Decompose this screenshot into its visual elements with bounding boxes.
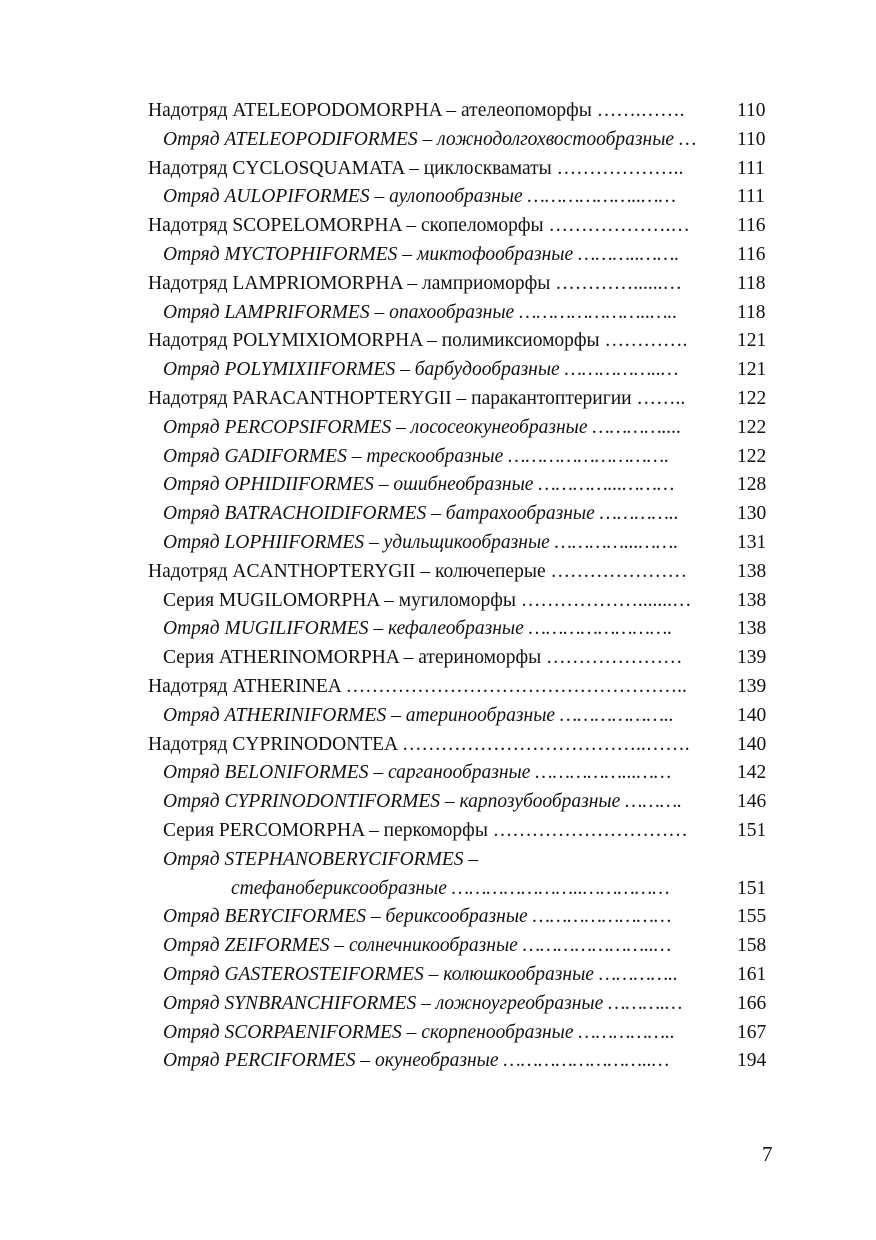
- toc-entry-title: Отряд LOPHIIFORMES – удильщикообразные …………...…….: [163, 531, 679, 553]
- toc-entry-page: 138: [737, 560, 767, 582]
- toc-entry-title: стефанобериксообразные …………………..……………: [231, 877, 670, 899]
- toc-entry-page: 118: [737, 272, 766, 294]
- toc-entry-title: Надотряд ATHERINEA ……………………………………………..: [148, 675, 687, 697]
- toc-entry-title: Отряд POLYMIXIIFORMES – барбудообразные ……………..…: [163, 359, 679, 381]
- toc-entry-page: 151: [737, 819, 767, 841]
- toc-entry: [0, 903, 876, 932]
- toc-entry-page: 142: [737, 762, 767, 784]
- toc-entry-title: Отряд CYPRINODONTIFORMES – карпозубообразные ……….: [163, 791, 683, 813]
- toc-entry-page: 167: [737, 1021, 767, 1043]
- toc-entry-title: Отряд BATRACHOIDIFORMES – батрахообразные …………..: [163, 503, 679, 525]
- toc-entry: [0, 385, 876, 414]
- toc-entry-page: 140: [737, 733, 767, 755]
- toc-entry-title: Надотряд LAMPRIOMORPHA – ламприоморфы …………......…: [148, 272, 682, 294]
- toc-entry-page: 158: [737, 935, 767, 957]
- toc-entry-title: Надотряд POLYMIXIOMORPHA – полимиксиоморфы ………….: [148, 330, 688, 352]
- toc-entry: [0, 759, 876, 788]
- toc-entry-title: Отряд MYCTOPHIFORMES – миктофообразные ………..…….: [163, 243, 680, 265]
- toc-entry-title: Серия MUGILOMORPHA – мугиломорфы ……………….......…: [163, 589, 692, 611]
- toc-entry-page: 131: [737, 531, 767, 553]
- toc-entry: [0, 126, 876, 155]
- toc-entry-page: 122: [737, 445, 767, 467]
- toc-entry-page: 122: [737, 387, 767, 409]
- toc-entry-page: 116: [737, 215, 766, 237]
- toc-entry-title: Серия PERCOMORPHA – перкоморфы …………………………: [163, 819, 688, 841]
- toc-entry-page: 118: [737, 301, 766, 323]
- toc-entry: [0, 356, 876, 385]
- toc-entry-title: Надотряд ATELEOPODOMORPHA – ателеопоморфы …….…….: [148, 100, 685, 121]
- toc-entry-page: 194: [737, 1050, 767, 1072]
- toc-entry: [0, 558, 876, 587]
- toc-entry-title: Отряд MUGILIFORMES – кефалеобразные …………………….: [163, 618, 673, 640]
- toc-entry: [0, 615, 876, 644]
- toc-entry: [0, 212, 876, 241]
- toc-entry: [0, 1019, 876, 1048]
- toc-entry: [0, 1047, 876, 1076]
- toc-entry-page: 166: [737, 992, 767, 1014]
- toc-entry-title: Серия ATHERINOMORPHA – атериноморфы …………………: [163, 647, 683, 669]
- toc-entry-title: Отряд PERCOPSIFORMES – лососеокунеобразные …………....: [163, 416, 682, 438]
- page-number: 7: [762, 1142, 773, 1166]
- toc-entry: [0, 97, 876, 126]
- toc-entry-page: 151: [737, 877, 767, 899]
- toc-entry-page: 122: [737, 416, 767, 438]
- toc-entry-page: 146: [737, 791, 767, 813]
- toc-entry-page: 111: [737, 186, 765, 208]
- toc-entry: [0, 644, 876, 673]
- toc-entry-page: 161: [737, 963, 767, 985]
- toc-entry-page: 121: [737, 330, 767, 352]
- toc-entry: [0, 241, 876, 270]
- toc-entry: [0, 961, 876, 990]
- toc-entry-page: 121: [737, 359, 767, 381]
- toc-entry: [0, 155, 876, 184]
- toc-entry: [0, 270, 876, 299]
- table-of-contents: [0, 97, 876, 1076]
- toc-entry: [0, 500, 876, 529]
- toc-entry-title: Отряд BERYCIFORMES – бериксообразные ……………………: [163, 906, 672, 928]
- toc-entry-page: 138: [737, 589, 767, 611]
- toc-entry: [0, 702, 876, 731]
- toc-entry-title: Отряд ATELEOPODIFORMES – ложнодолгохвостообразные …: [163, 128, 697, 150]
- toc-entry: [0, 299, 876, 328]
- toc-entry-page: 139: [737, 647, 767, 669]
- toc-entry-title: Отряд GADIFORMES – трескообразные ……………………….: [163, 445, 670, 467]
- toc-entry-page: 110: [737, 128, 766, 150]
- toc-entry-page: 130: [737, 503, 767, 525]
- toc-entry: [0, 529, 876, 558]
- toc-entry-title: Надотряд PARACANTHOPTERYGII – паракантоптеригии ……..: [148, 387, 686, 409]
- toc-entry: [0, 587, 876, 616]
- toc-entry-title: Отряд BELONIFORMES – сарганообразные ……………...……: [163, 762, 672, 784]
- toc-entry: [0, 327, 876, 356]
- toc-entry: [0, 414, 876, 443]
- toc-entry-page: 110: [737, 100, 766, 121]
- toc-entry: [0, 875, 876, 904]
- toc-entry: [0, 846, 876, 875]
- toc-entry-title: Отряд LAMPRIFORMES – опахообразные …………………..…..: [163, 301, 678, 323]
- toc-entry-page: 139: [737, 675, 767, 697]
- toc-entry: [0, 471, 876, 500]
- toc-entry-title: Отряд AULOPIFORMES – аулопообразные ………………..……: [163, 186, 676, 208]
- toc-entry-title: Отряд ZEIFORMES – солнечникообразные …………………..…: [163, 935, 672, 957]
- toc-entry-page: 140: [737, 704, 767, 726]
- toc-entry-title: Отряд SCORPAENIFORMES – скорпенообразные ……………..: [163, 1021, 675, 1043]
- toc-entry-title: Надотряд ACANTHOPTERYGII – колючеперые …………………: [148, 560, 687, 582]
- toc-entry-title: Отряд SYNBRANCHIFORMES – ложноугреобразные ……….…: [163, 992, 683, 1014]
- toc-entry-page: 128: [737, 474, 767, 496]
- toc-entry-title: Отряд ATHERINIFORMES – атеринообразные ………………..: [163, 704, 674, 726]
- toc-entry: [0, 990, 876, 1019]
- toc-entry: [0, 183, 876, 212]
- toc-entry-page: 155: [737, 906, 767, 928]
- toc-entry: [0, 788, 876, 817]
- toc-entry: [0, 731, 876, 760]
- toc-entry-page: 111: [737, 157, 765, 179]
- toc-entry-title: Отряд STEPHANOBERYCIFORMES –: [163, 848, 479, 870]
- toc-entry-title: Отряд GASTEROSTEIFORMES – колюшкообразные …………..: [163, 963, 678, 985]
- toc-entry-page: 138: [737, 618, 767, 640]
- toc-entry-title: Отряд OPHIDIIFORMES – ошибнеобразные …………...………: [163, 474, 675, 496]
- toc-entry-page: 116: [737, 243, 766, 265]
- toc-entry: [0, 817, 876, 846]
- toc-entry-title: Надотряд CYCLOSQUAMATA – циклоскваматы ………………..: [148, 157, 684, 179]
- toc-entry-title: Надотряд CYPRINODONTEA ………………………………..…….: [148, 733, 690, 755]
- toc-entry: [0, 443, 876, 472]
- toc-entry-title: Отряд PERCIFORMES – окунеобразные ……………………..…: [163, 1050, 670, 1072]
- toc-entry: [0, 673, 876, 702]
- toc-entry: [0, 932, 876, 961]
- toc-entry-title: Надотряд SCOPELOMORPHA – скопеломорфы ……………….…: [148, 215, 690, 237]
